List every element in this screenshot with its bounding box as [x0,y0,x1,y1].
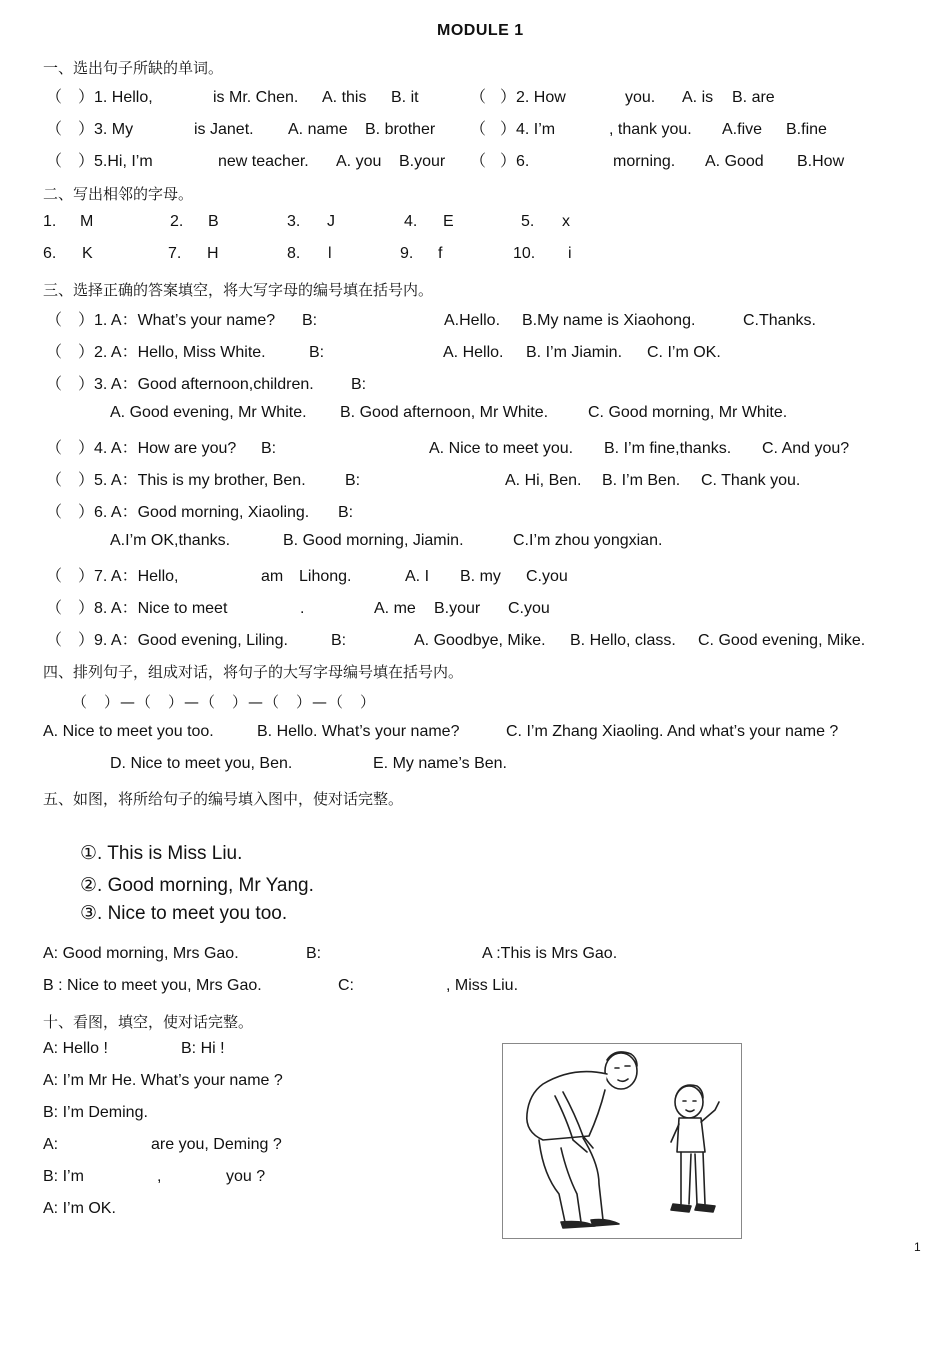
question-text: you. [625,89,656,106]
dialogue-line: A: [43,1136,59,1153]
section-10-heading: 十、看图，填空，使对话完整。 [43,1013,254,1031]
answer-paren: （ [46,600,63,617]
option-c: C. Good morning, Mr White. [588,404,788,421]
question-text: am [261,568,284,585]
option-b: B. I’m Ben. [602,472,681,489]
question-text: ）3. My [78,121,134,138]
option-c: C. Good evening, Mike. [698,632,866,649]
option-a: A.five [722,121,763,138]
answer-paren: （ [470,89,487,106]
question-text: ）8. A：Nice to meet [78,600,228,617]
option-a: A. I [405,568,430,585]
option-b: B. brother [365,121,436,138]
option-c: C. Thank you. [701,472,801,489]
answer-paren: （ [46,504,63,521]
response-label: B: [261,440,277,457]
item-number: 7. [168,245,182,262]
option-a: A. Good evening, Mr White. [110,404,307,421]
response-label: B: [345,472,361,489]
dialogue-line: B: [306,945,322,962]
answer-paren: （ [46,153,63,170]
section-1-heading: 一、选出句子所缺的单词。 [43,59,224,77]
letter: K [82,245,93,262]
letter: f [438,245,443,262]
question-text: ）2. How [500,89,566,106]
sentence-e: E. My name’s Ben. [373,755,507,772]
order-blanks: （ ）—（ ）—（ ）—（ ）—（ ） [72,693,377,711]
dialogue-line: A: I’m OK. [43,1200,116,1217]
option-3: ③. Nice to meet you too. [80,903,288,924]
question-text: ）1. Hello, [78,89,153,106]
answer-paren: （ [46,632,63,649]
dialogue-line: you ? [226,1168,266,1185]
response-label: B: [331,632,347,649]
sentence-b: B. Hello. What’s your name? [257,723,460,740]
response-label: B: [309,344,325,361]
dialogue-line: , Miss Liu. [446,977,519,994]
option-1: ①. This is Miss Liu. [80,843,243,864]
option-c: C.Thanks. [743,312,816,329]
question-text: ）4. A：How are you? [78,440,237,457]
page-number: 1 [914,1240,921,1254]
option-a: A. Hello. [443,344,504,361]
question-text: ）5.Hi, I’m [78,153,153,170]
question-text: ）4. I’m [500,121,556,138]
option-a: A. you [336,153,382,170]
answer-paren: （ [46,472,63,489]
option-b: B. Good morning, Jiamin. [283,532,464,549]
question-text: ）5. A：This is my brother, Ben. [78,472,306,489]
question-text: ）7. A：Hello, [78,568,179,585]
answer-paren: （ [46,121,63,138]
option-b: B. I’m fine,thanks. [604,440,732,457]
option-a: A. this [322,89,367,106]
option-c: C.you [508,600,550,617]
question-text: ）3. A：Good afternoon,children. [78,376,314,393]
answer-paren: （ [46,440,63,457]
sentence-c: C. I’m Zhang Xiaoling. And what’s your name ? [506,723,839,740]
page-title: MODULE 1 [437,22,524,39]
dialogue-line: A :This is Mrs Gao. [482,945,618,962]
item-number: 2. [170,213,184,230]
option-a: A. is [682,89,714,106]
answer-paren: （ [470,121,487,138]
question-text: morning. [613,153,676,170]
item-number: 1. [43,213,57,230]
option-a: A.I’m OK,thanks. [110,532,231,549]
question-text: Lihong. [299,568,352,585]
letter: l [328,245,332,262]
question-text: ）9. A：Good evening, Liling. [78,632,288,649]
item-number: 8. [287,245,301,262]
question-text: is Janet. [194,121,254,138]
option-a: A.Hello. [444,312,501,329]
response-label: B: [302,312,318,329]
option-b: B. my [460,568,501,585]
option-c: C. And you? [762,440,850,457]
response-label: B: [338,504,354,521]
question-text: . [300,600,305,617]
question-text: is Mr. Chen. [213,89,299,106]
option-2: ②. Good morning, Mr Yang. [80,875,314,896]
answer-paren: （ [46,344,63,361]
dialogue-line: A: I’m Mr He. What’s your name ? [43,1072,283,1089]
option-b: B. Good afternoon, Mr White. [340,404,549,421]
option-c: C.I’m zhou yongxian. [513,532,663,549]
section-2-heading: 二、写出相邻的字母。 [43,185,194,203]
letter: M [80,213,94,230]
question-text: ）2. A：Hello, Miss White. [78,344,266,361]
question-text: ）6. A：Good morning, Xiaoling. [78,504,310,521]
question-text: , thank you. [609,121,692,138]
illustration-drawing [503,1044,741,1238]
letter: H [207,245,219,262]
item-number: 9. [400,245,414,262]
response-label: B: [351,376,367,393]
dialogue-line: are you, Deming ? [151,1136,282,1153]
option-a: A. me [374,600,416,617]
illustration-man-and-boy [502,1043,742,1239]
question-text: ）1. A：What’s your name? [78,312,276,329]
section-4-heading: 四、排列句子，组成对话，将句子的大写字母编号填在括号内。 [43,663,464,681]
section-3-heading: 三、选择正确的答案填空，将大写字母的编号填在括号内。 [43,281,434,299]
option-b: B.How [797,153,845,170]
option-b: B.fine [786,121,827,138]
section-5-heading: 五、如图，将所给句子的编号填入图中，使对话完整。 [43,790,404,808]
option-a: A. name [288,121,348,138]
answer-paren: （ [46,89,63,106]
option-b: B. I’m Jiamin. [526,344,623,361]
letter: J [327,213,335,230]
item-number: 4. [404,213,418,230]
option-c: C.you [526,568,568,585]
option-a: A. Goodbye, Mike. [414,632,546,649]
option-b: B. Hello, class. [570,632,676,649]
dialogue-line: B : Nice to meet you, Mrs Gao. [43,977,262,994]
dialogue-line: B: I’m Deming. [43,1104,148,1121]
option-a: A. Nice to meet you. [429,440,574,457]
item-number: 5. [521,213,535,230]
dialogue-line: , [157,1168,162,1185]
question-text: ）6. [500,153,530,170]
answer-paren: （ [46,568,63,585]
option-b: B.My name is Xiaohong. [522,312,696,329]
option-c: C. I’m OK. [647,344,721,361]
answer-paren: （ [46,312,63,329]
dialogue-line: C: [338,977,354,994]
dialogue-line: B: I’m [43,1168,84,1185]
letter: i [568,245,572,262]
option-a: A. Good [705,153,764,170]
letter: B [208,213,219,230]
option-a: A. Hi, Ben. [505,472,582,489]
option-b: B. are [732,89,775,106]
item-number: 10. [513,245,536,262]
dialogue-line: A: Good morning, Mrs Gao. [43,945,239,962]
dialogue-line: A: Hello ! [43,1040,108,1057]
item-number: 3. [287,213,301,230]
item-number: 6. [43,245,57,262]
option-b: B.your [434,600,481,617]
dialogue-line: B: Hi ! [181,1040,225,1057]
option-b: B. it [391,89,419,106]
option-b: B.your [399,153,446,170]
answer-paren: （ [46,376,63,393]
sentence-d: D. Nice to meet you, Ben. [110,755,293,772]
sentence-a: A. Nice to meet you too. [43,723,214,740]
letter: E [443,213,454,230]
answer-paren: （ [470,153,487,170]
letter: x [562,213,570,230]
question-text: new teacher. [218,153,309,170]
